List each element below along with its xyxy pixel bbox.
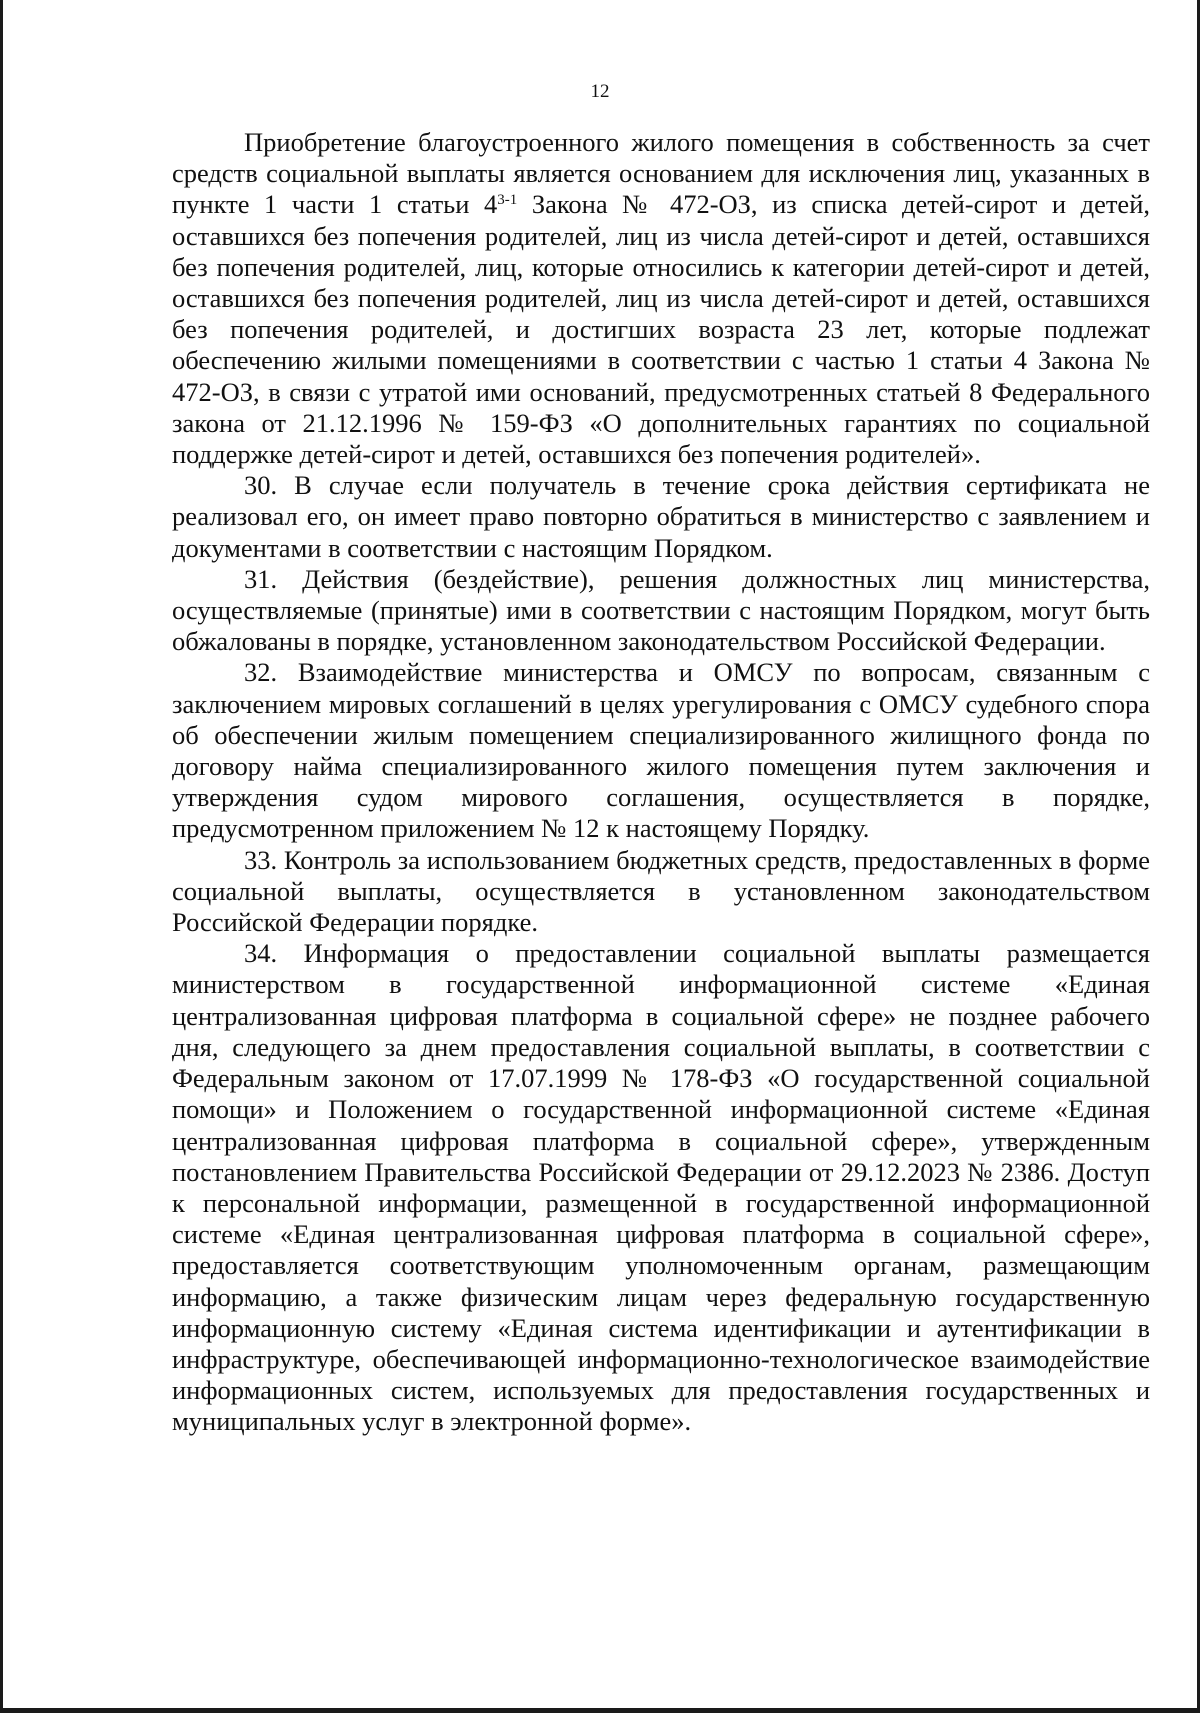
scan-edge-bottom	[0, 1708, 1200, 1713]
paragraph-text-start: Приобретение благоустроенного жилого помещения в собственность за счет средств социальной выплаты является основанием для исключения лиц, указанных в пункте 1 части 1 статьи 4	[172, 127, 1150, 220]
paragraph-30: 30. В случае если получатель в течение срока действия сертификата не реализовал его, он имеет право повторно обратиться в министерство с заявлением и документами в соответствии с настоящим Порядком.	[172, 470, 1150, 563]
paragraph-34: 34. Информация о предоставлении социальной выплаты размещается министерством в государственной информационной системе «Единая централизованная цифровая платформа в социальной сфере» не позднее рабочего дня, следующего за днем предоставления социальной выплаты, в соответствии с Федеральным законом от 17.07.1999 № 178-ФЗ «О государственной социальной помощи» и Положением о государственной информационной системе «Единая централизованная цифровая платформа в социальной сфере», утвержденным постановлением Правительства Российской Федерации от 29.12.2023 № 2386. Доступ к персональной информации, размещенной в государственной информационной системе «Единая централизованная цифровая платформа в социальной сфере», предоставляется соответствующим уполномоченным органам, размещающим информацию, а также физическим лицам через федеральную государственную информационную систему «Единая система идентификации и аутентификации в инфраструктуре, обеспечивающей информационно-технологическое взаимодействие информационных систем, используемых для предоставления государственных и муниципальных услуг в электронной форме».	[172, 938, 1150, 1437]
paragraph-33: 33. Контроль за использованием бюджетных средств, предоставленных в форме социальной выплаты, осуществляется в установленном законодательством Российской Федерации порядке.	[172, 844, 1150, 938]
document-body	[172, 127, 1150, 1438]
scan-edge-left	[0, 0, 3, 1713]
paragraph-housing-acquisition	[172, 127, 1150, 470]
paragraph-31: 31. Действия (бездействие), решения должностных лиц министерства, осуществляемые (принятые) ими в соответствии с настоящим Порядком, могут быть обжалованы в порядке, установленном законодательством Российской Федерации.	[172, 563, 1150, 657]
superscript-article-index: 3-1	[497, 192, 518, 209]
paragraph-text-end: Закона № 472-ОЗ, из списка детей-сирот и детей, оставшихся без попечения родителей, лиц из числа детей-сирот и детей, оставшихся без попечения родителей, лиц, которые относились к категории детей-сирот и детей, оставшихся без попечения родителей, лиц из числа детей-сирот и детей, оставшихся без попечения родителей, и достигших возраста 23 лет, которые подлежат обеспечению жилыми помещениями в соответствии с частью 1 статьи 4 Закона № 472-ОЗ, в связи с утратой ими оснований, предусмотренных статьей 8 Федерального закона от 21.12.1996 № 159-ФЗ «О дополнительных гарантиях по социальной поддержке детей-сирот и детей, оставшихся без попечения родителей».	[172, 189, 1150, 470]
page-number: 12	[590, 81, 610, 102]
paragraph-32: 32. Взаимодействие министерства и ОМСУ по вопросам, связанным с заключением мировых соглашений в целях урегулирования с ОМСУ судебного спора об обеспечении жилым помещением специализированного жилищного фонда по договору найма специализированного жилого помещения путем заключения и утверждения судом мирового соглашения, осуществляется в порядке, предусмотренном приложением № 12 к настоящему Порядку.	[172, 657, 1150, 844]
